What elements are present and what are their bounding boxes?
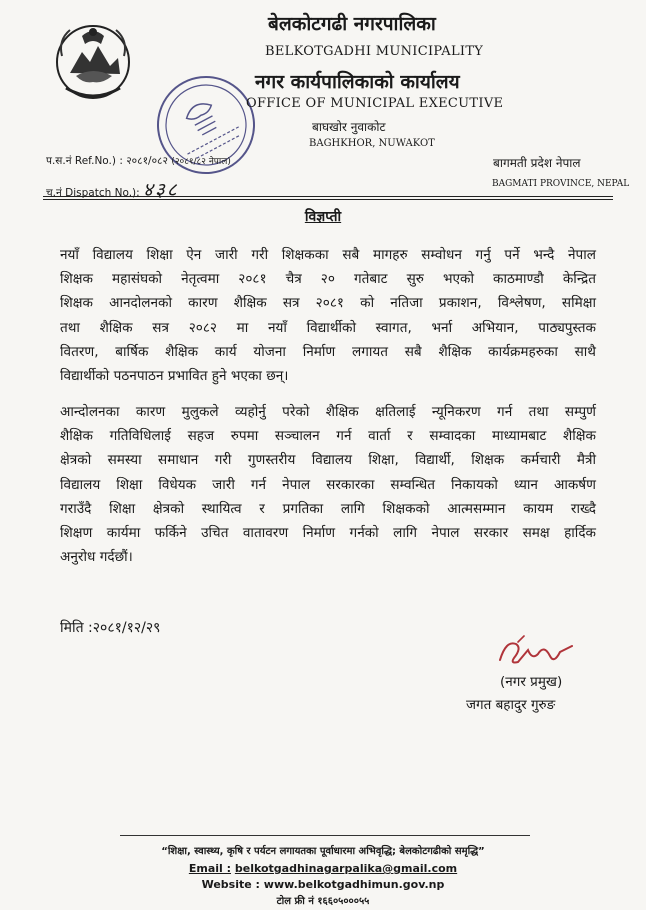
website-link[interactable]: www.belkotgadhimun.gov.np <box>263 878 445 891</box>
signature-icon <box>488 630 578 674</box>
notice-title <box>0 206 646 226</box>
paragraph-line: शिक्षक आनदोलनको कारण शैक्षिक सत्र २०८१ को नतिजा प्रकाशन, विश्लेषण, समिक्षा <box>60 295 596 312</box>
address-en: BAGHKHOR, NUWAKOT <box>309 138 435 149</box>
nepal-emblem-icon <box>52 18 134 104</box>
notice-date: मिति :२०८१/१२/२९ <box>60 620 161 636</box>
ref-value: २०८१/०८२ <box>126 155 168 167</box>
notice-paragraph-1 <box>60 243 596 388</box>
footer-email <box>0 862 646 875</box>
reference-number <box>46 154 231 168</box>
paragraph-line: तथा शैक्षिक सत्र २०८२ मा नयाँ विद्यार्थीको स्वागत, भर्ना अभियान, पाठ्यपुस्तक <box>60 319 596 336</box>
paragraph-line: गराउँदै शिक्षा क्षेत्रको स्थायित्व र प्रगतिका लागि शिक्षकको आत्मसम्मान कायम राख्दै <box>60 500 596 517</box>
office-name-en: OFFICE OF MUNICIPAL EXECUTIVE <box>246 96 504 111</box>
paragraph-line: शिक्षण कार्यमा फर्किने उचित वातावरण निर्माण गर्नको लागि नेपाल सरकार समक्ष हार्दिक <box>60 525 596 542</box>
municipality-name-np: बेलकोटगढी नगरपालिका <box>268 13 436 35</box>
province-np: बागमती प्रदेश नेपाल <box>493 156 581 170</box>
header-divider-thin <box>43 199 613 200</box>
municipality-name-en: BELKOTGADHI MUNICIPALITY <box>265 44 484 59</box>
footer-website <box>0 878 646 891</box>
paragraph-line: क्षेत्रको समस्या समाधान गरी गुणस्तरीय विद्यालय शिक्षा, विद्यार्थी, शिक्षक कर्मचारी मैत्री <box>60 452 596 469</box>
paragraph-line: विद्यालय शिक्षा विधेयक जारी गर्न नेपाल सरकारका सम्वन्धित निकायको ध्यान आकर्षण <box>60 476 596 493</box>
header-divider <box>43 196 613 197</box>
ref-extra: (२०८१/८२ नेपाल) <box>171 157 231 167</box>
website-label: Website : <box>201 878 260 891</box>
paragraph-line: शैक्षिक गतिविधिलाई सहज रुपमा सञ्चालन गर्न वार्ता र सम्वादका माध्यामबाट शैक्षिक <box>60 428 596 445</box>
dispatch-label: च.नं Dispatch No.): <box>46 187 140 199</box>
paragraph-line: अनुरोध गर्दछौं। <box>60 549 133 566</box>
paragraph-line: विद्यार्थीको पठनपाठन प्रभावित हुने भएका छन्। <box>60 368 289 385</box>
email-label: Email : <box>188 862 232 875</box>
paragraph-line: नयाँ विद्यालय शिक्षा ऐन जारी गरी शिक्षकका सबै मागहरु सम्वोधन गर्नु पर्ने भन्दै नेपाल <box>60 247 596 263</box>
signatory-name: जगत बहादुर गुरुङ <box>466 697 556 713</box>
footer-divider <box>120 835 530 836</box>
address-np: बाघखोर नुवाकोट <box>312 120 386 134</box>
paragraph-line: आन्दोलनका कारण मुलुकले व्यहोर्नु परेको शैक्षिक क्षतिलाई न्यूनिकरण गर्न तथा सम्पुर्ण <box>60 404 596 420</box>
paragraph-line: शिक्षक महासंघको नेतृत्वमा २०८१ चैत्र २० गतेबाट सुरु भएको काठमाण्डौ केन्द्रित <box>60 271 596 288</box>
dispatch-value: ४३८ <box>143 179 179 201</box>
notice-title-text: विज्ञप्ती <box>304 209 342 225</box>
footer-tollfree: टोल फ्री नं १६६०५०००५५ <box>276 896 370 907</box>
notice-paragraph-2 <box>60 400 596 569</box>
paragraph-line: वितरण, बार्षिक शैक्षिक कार्य योजना निर्माण लगायत सबै शैक्षिक कार्यक्रमहरुका साथै <box>60 343 596 360</box>
office-name-np: नगर कार्यपालिकाको कार्यालय <box>255 71 460 93</box>
footer-motto: “शिक्षा, स्वास्थ्य, कृषि र पर्यटन लगायतका पूर्वाधारमा अभिवृद्धि; बेलकोटगढीको समृद्धि” <box>161 846 485 857</box>
ref-label: प.स.नं Ref.No.) : <box>46 155 123 167</box>
email-link[interactable]: belkotgadhinagarpalika@gmail.com <box>234 862 458 875</box>
province-en: BAGMATI PROVINCE, NEPAL <box>492 179 630 189</box>
signatory-role: (नगर प्रमुख) <box>500 674 563 690</box>
